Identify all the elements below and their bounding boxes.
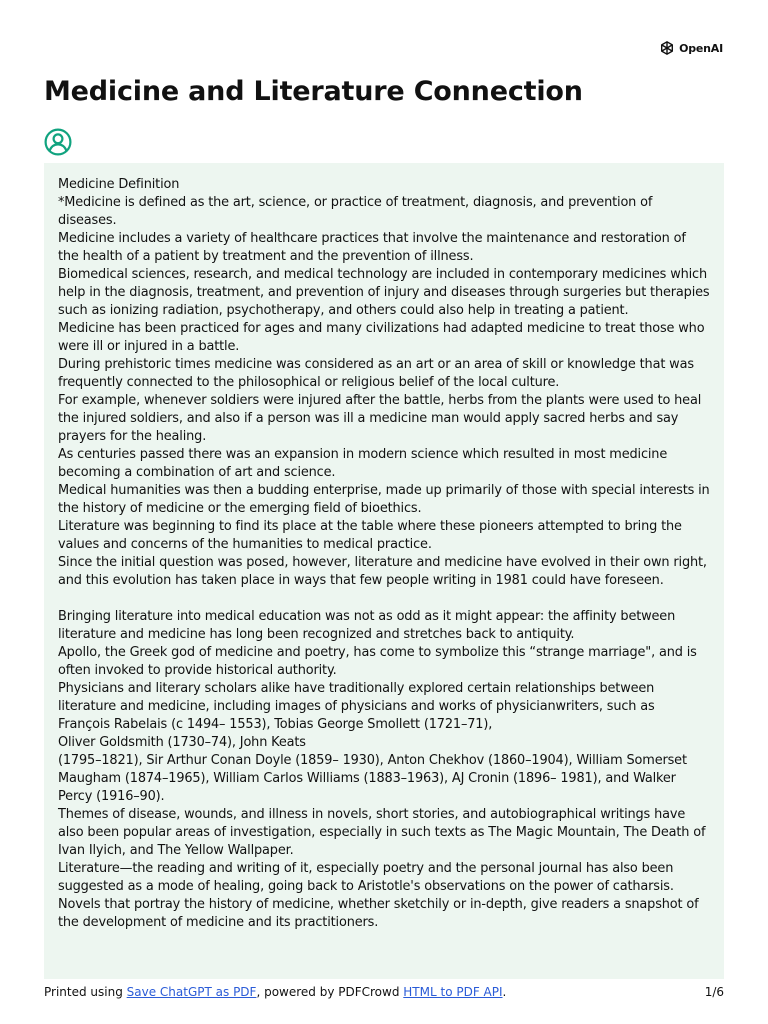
message-paragraph: Medical humanities was then a budding enterprise, made up primarily of those with special interests in the history of medicine or the emerging field of bioethics. [58, 483, 710, 516]
message-paragraph: Themes of disease, wounds, and illness in novels, short stories, and autobiographical writings have also been popular areas of investigation, especially in such texts as The Magic Mountain, The Death of Ivan Ilyich, and The Yellow Wallpaper. [58, 807, 706, 858]
openai-logo-text: OpenAI [679, 41, 723, 55]
message-paragraph: For example, whenever soldiers were injured after the battle, herbs from the plants were used to heal the injured soldiers, and also if a person was ill a medicine man would apply sacred herbs and say prayers for the healing. [58, 393, 702, 444]
openai-logo-icon [659, 40, 675, 56]
footer-credit [44, 985, 506, 999]
message-paragraph: Since the initial question was posed, however, literature and medicine have evolved in their own right, and this evolution has taken place in ways that few people writing in 1981 could have foreseen. [58, 555, 707, 588]
message-paragraph: Apollo, the Greek god of medicine and poetry, has come to symbolize this “strange marriage", and is often invoked to provide historical authority. [58, 645, 697, 678]
message-paragraph: Literature—the reading and writing of it, especially poetry and the personal journal has also been suggested as a mode of healing, going back to Aristotle's observations on the power of catharsis. [58, 861, 674, 894]
message-paragraph: (1795–1821), Sir Arthur Conan Doyle (1859– 1930), Anton Chekhov (1860–1904), William Somerset Maugham (1874–1965), William Carlos Williams (1883–1963), AJ Cronin (1896– 1981), and Walker Percy (1916–90). [58, 753, 687, 804]
html-to-pdf-api-link[interactable]: HTML to PDF API [403, 985, 503, 999]
message-paragraph: *Medicine is defined as the art, science, or practice of treatment, diagnosis, and prevention of diseases. [58, 195, 653, 228]
message-paragraph: Medicine Definition [58, 177, 180, 192]
message-paragraph: Bringing literature into medical education was not as odd as it might appear: the affinity between literature and medicine has long been recognized and stretches back to antiquity. [58, 609, 676, 642]
page-indicator: 1/6 [704, 985, 724, 999]
footer-suffix: . [502, 985, 507, 999]
message-paragraph: Oliver Goldsmith (1730–74), John Keats [58, 735, 306, 750]
user-avatar-icon [44, 128, 72, 156]
footer-middle: , powered by PDFCrowd [256, 985, 404, 999]
save-chatgpt-as-pdf-link[interactable]: Save ChatGPT as PDF [126, 985, 257, 999]
message-paragraph: Biomedical sciences, research, and medical technology are included in contemporary medicines which help in the diagnosis, treatment, and prevention of injury and diseases through surgeries but therapies such as ionizing radiation, psychotherapy, and others could also help in treating a patient. [58, 267, 710, 318]
message-paragraph: As centuries passed there was an expansion in modern science which resulted in most medicine becoming a combination of art and science. [58, 447, 668, 480]
message-paragraph: During prehistoric times medicine was considered as an art or an area of skill or knowledge that was frequently connected to the philosophical or religious belief of the local culture. [58, 357, 694, 390]
message-paragraph: Medicine includes a variety of healthcare practices that involve the maintenance and restoration of the health of a patient by treatment and the prevention of illness. [58, 231, 686, 264]
footer [44, 985, 724, 999]
message-paragraph: Medicine has been practiced for ages and many civilizations had adapted medicine to treat those who were ill or injured in a battle. [58, 321, 705, 354]
openai-logo [659, 40, 723, 56]
footer-prefix: Printed using [44, 985, 127, 999]
message-paragraph: Novels that portray the history of medicine, whether sketchily or in-depth, give readers a snapshot of the development of medicine and its practitioners. [58, 897, 699, 930]
message-paragraph: Literature was beginning to find its place at the table where these pioneers attempted to bring the values and concerns of the humanities to medical practice. [58, 519, 682, 552]
message-paragraph: Physicians and literary scholars alike have traditionally explored certain relationships between literature and medicine, including images of physicians and works of physicianwriters, such as François Rabelais (c 1494– 1553), Tobias George Smollett (1721–71), [58, 681, 655, 732]
user-message [44, 163, 724, 979]
page-title: Medicine and Literature Connection [44, 76, 583, 107]
